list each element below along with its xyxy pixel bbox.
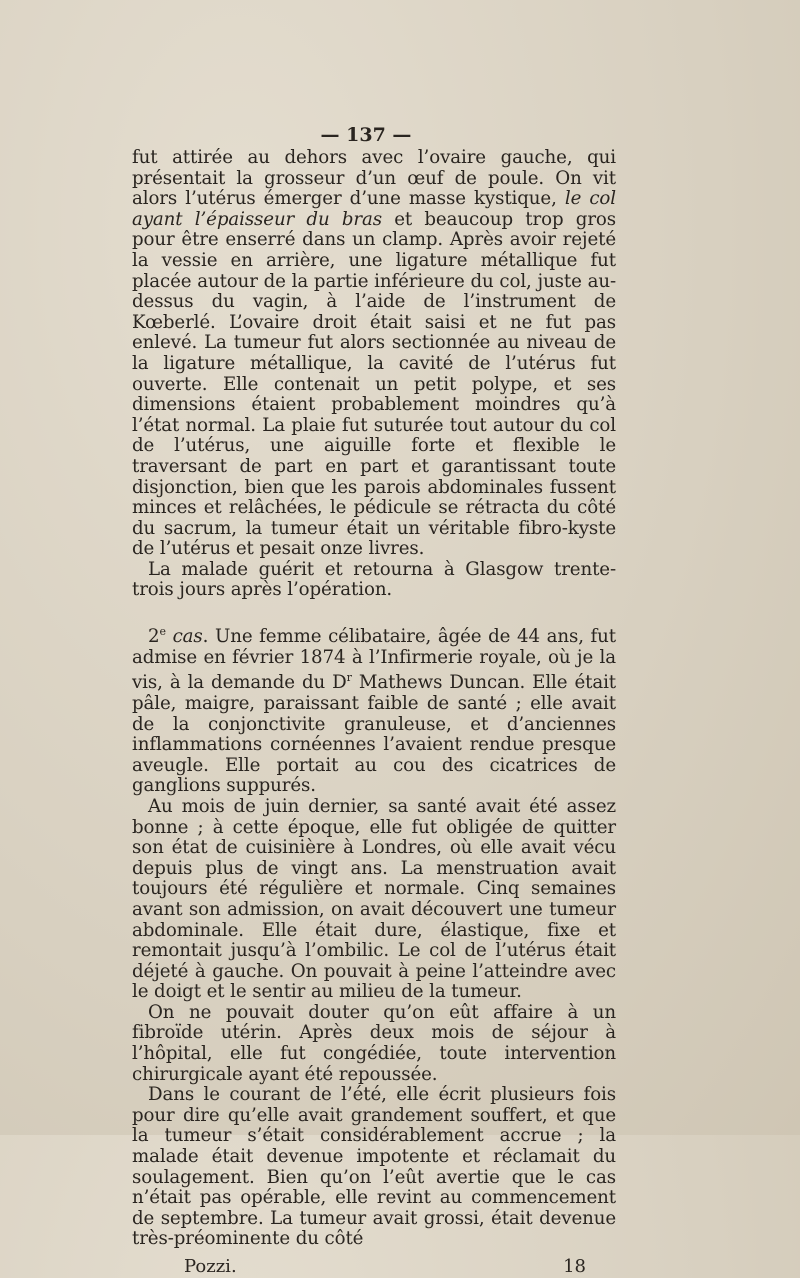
italic-text: le col ayant l’épaisseur du bras xyxy=(132,188,616,230)
paragraph-6 xyxy=(132,1085,616,1250)
text-run: Au mois de juin dernier, sa santé avait été assez bonne ; à cette époque, elle fut obligée de quitter son état de cuisinière à Londres, où elle avait vécu depuis plus de vingt ans. La menstruation avait toujours été régulière et normale. Cinq semaines avant son admission, on avait découvert une tumeur abdominale. Elle était dure, élastique, fixe et remontait jusqu’à l’ombilic. Le col de l’utérus était déjeté à gauche. On pouvait à peine l’atteindre avec le doigt et le sentir au milieu de la tumeur. xyxy=(132,795,616,1003)
paragraph-2 xyxy=(132,560,616,601)
paragraph-case-2 xyxy=(132,622,616,797)
page-number-header: — 137 — xyxy=(320,124,412,146)
footer-author: Pozzi. xyxy=(184,1256,237,1277)
footer-signature-mark: 18 xyxy=(563,1256,586,1277)
paragraph-1 xyxy=(132,148,616,560)
superscript-text: r xyxy=(346,671,352,685)
text-run: Dans le courant de l’été, elle écrit plusieurs fois pour dire qu’elle avait grandement souffert, et que la tumeur s’était considérablement accrue ; la malade était devenue impotente et réclamait du soulagement. Bien qu’on l’eût avertie que le cas n’était pas opérable, elle revint au commencement de septembre. La tumeur avait grossi, était devenue très-préominente du côté xyxy=(132,1084,616,1250)
document-page xyxy=(132,122,616,1278)
superscript-text: e xyxy=(159,625,166,639)
text-run: et beaucoup trop gros pour être enserré dans un clamp. Après avoir rejeté la vessie en arrière, une ligature métallique fut placée autour de la partie inférieure du col, juste au-dessus du vagin, à l’aide de l’instrument de Kœberlé. L’ovaire droit était saisi et ne fut pas enlevé. La tumeur fut alors sectionnée au niveau de la ligature métallique, la cavité de l’utérus fut ouverte. Elle contenait un petit polype, et ses dimensions étaient probablement moindres qu’à l’état normal. La plaie fut suturée tout autour du col de l’utérus, une aiguille forte et flexible le traversant de part en part et garantissant toute disjonction, bien que les parois abdominales fussent minces et relâchées, le pédicule se rétracta du côté du sacrum, la tumeur était un véritable fibro-kyste de l’utérus et pesait onze livres. xyxy=(132,208,616,560)
paragraph-4 xyxy=(132,797,616,1003)
text-run: Mathews Duncan. Elle était pâle, maigre, paraissant faible de santé ; elle avait de la conjonctivite granuleuse, et d’anciennes inflammations cornéennes l’avaient rendue presque aveugle. Elle portait au cou des cicatrices de ganglions suppurés. xyxy=(132,672,616,797)
text-run: fut attirée au dehors avec l’ovaire gauche, qui présentait la grosseur d’un œuf de poule. On vit alors l’utérus émerger d’une masse kystique, xyxy=(132,147,616,210)
text-run: La malade guérit et retourna à Glasgow trente-trois jours après l’opération. xyxy=(132,558,616,601)
text-run: . Une femme célibataire, âgée de 44 ans, fut admise en février 1874 à l’Infirmerie royale, où je la vis, à la demande du D xyxy=(132,626,616,694)
paragraph-5 xyxy=(132,1003,616,1085)
text-run xyxy=(166,626,173,647)
page-footer xyxy=(132,1256,616,1278)
text-run: On ne pouvait douter qu’on eût affaire à un fibroïde utérin. Après deux mois de séjour à l’hôpital, elle fut congédiée, toute intervention chirurgicale ayant été repoussée. xyxy=(132,1001,616,1085)
italic-text: cas xyxy=(172,626,203,648)
text-run: 2 xyxy=(148,626,160,648)
